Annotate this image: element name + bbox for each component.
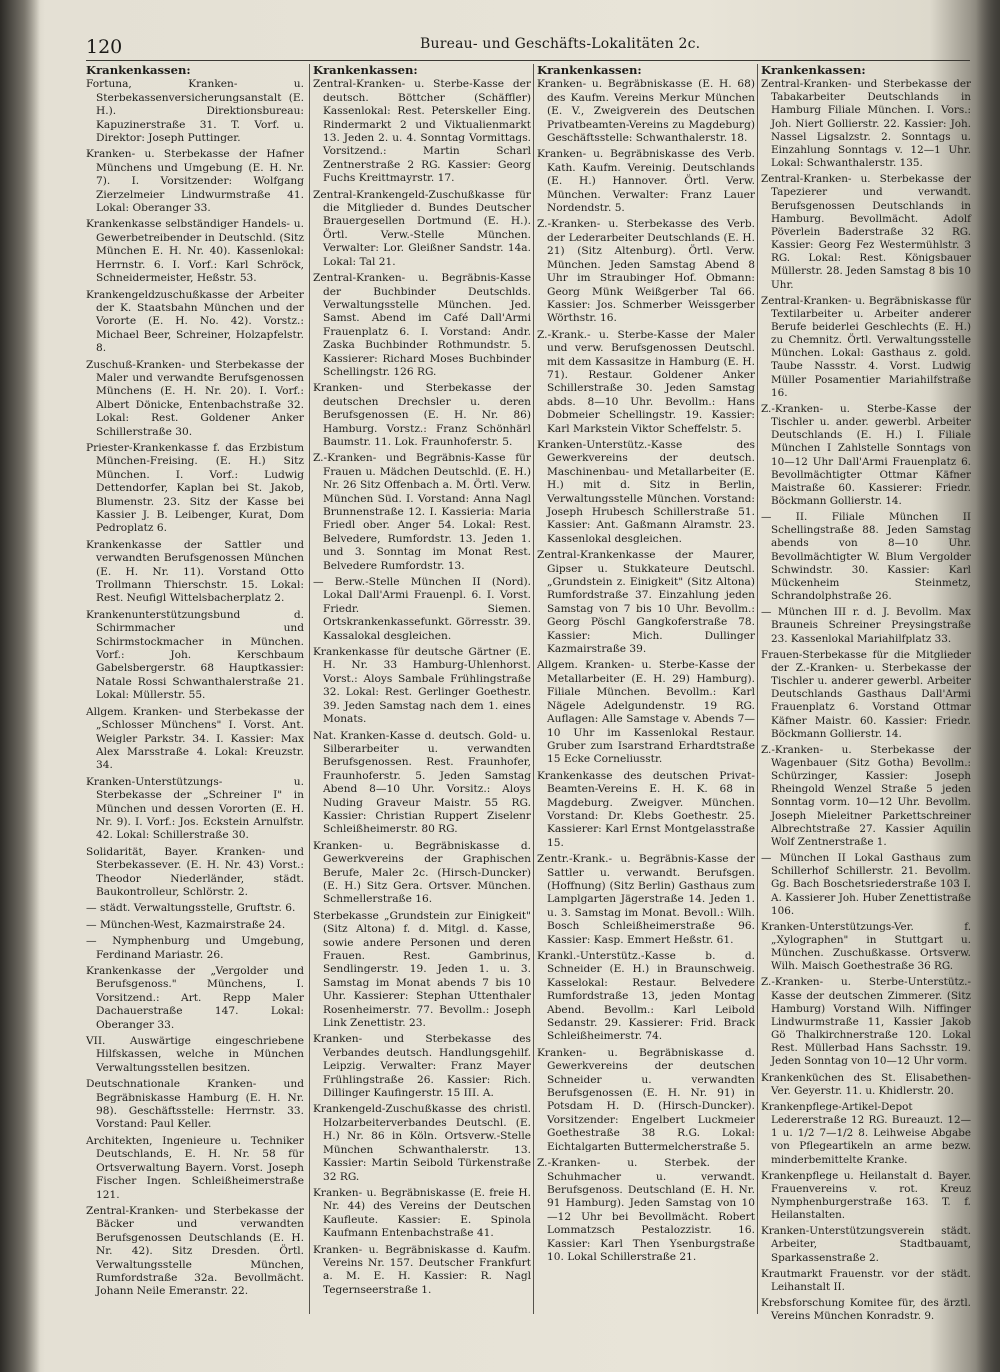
directory-entry: Krankenkasse des deutschen Privat-Beamten-Vereins E. H. K. 68 in Magdeburg. Zweigver. München. Vorstand: Dr. Klebs Goethestr. 25. Kassierer: Karl Ernst Montgelasstraße 15. bbox=[537, 769, 755, 849]
directory-entry: Zentral-Kranken- u. Sterbe-Kasse der deutsch. Böttcher (Schäffler) Kassenlokal: Rest. Peterskeller Eing. Rindermarkt 2 und Viktualienmarkt 13. Jeden 2. u. 4. Sonntag Vormittags. Vorsitzend.: Martin Scharl Zentnerstraße 2 RG. Kassier: Georg Fuchs Kreittmayrstr. 17. bbox=[313, 78, 531, 185]
directory-entry: Zentral-Kranken- und Sterbekasse der Bäcker und verwandten Berufsgenossen Deutschlands (E. H. Nr. 42). Sitz Dresden. Örtl. Verwaltungsstelle München, Rumfordstraße 32a. Bevollmächt. Johann Neile Emeranstr. 22. bbox=[86, 1204, 304, 1298]
directory-entry: Deutschnationale Kranken- und Begräbniskasse Hamburg (E. H. Nr. 98). Geschäftsstelle: Herrnstr. 33. Vorstand: Paul Keller. bbox=[86, 1078, 304, 1131]
text-column-1 bbox=[86, 64, 304, 1302]
directory-entry: Krankenkasse der Sattler und verwandten Berufsgenossen München (E. H. Nr. 11). Vorstand Otto Trollmann Thierschstr. 15. Lokal: Rest. Neufigl Wittelsbacherplatz 2. bbox=[86, 538, 304, 605]
directory-entry: Krebsforschung Komitee für, des ärztl. Vereins München Konradstr. 9. bbox=[761, 1297, 971, 1323]
header-rule bbox=[86, 60, 970, 61]
directory-entry: Krankenkasse selbständiger Handels- u. Gewerbetreibender in Deutschld. (Sitz München E. H. Nr. 40). Kassenlokal: Herrnstr. 6. I. Vorf.: Karl Schröck, Schneidermeister, Heßstr. 53. bbox=[86, 218, 304, 285]
column-divider bbox=[757, 64, 758, 1314]
directory-entry: Kranken-Unterstützungs- u. Sterbekasse der „Schreiner I" in München und dessen Vororten (E. H. Nr. 9). I. Vorf.: Jos. Eckstein Arnulfstr. 42. Lokal: Schillerstraße 30. bbox=[86, 775, 304, 842]
directory-entry: Krankengeldzuschußkasse der Arbeiter der K. Staatsbahn München und der Vororte (E. H. No. 42). Vorstz.: Michael Beer, Schreiner, Holzapfelstr. 8. bbox=[86, 288, 304, 355]
directory-entry: — München II Lokal Gasthaus zum Schillerhof Schillerstr. 21. Bevollm. Gg. Bach Boschetsriederstraße 103 I. A. Kassierer Joh. Huber Zenettistraße 106. bbox=[761, 852, 971, 917]
directory-entry: Kranken-Unterstützungs-Ver. f. „Xylographen" in Stuttgart u. München. Zuschußkasse. Ortsverw. Wilh. Maisch Goethestraße 36 RG. bbox=[761, 920, 971, 973]
directory-entry: Krankl.-Unterstütz.-Kasse b. d. Schneider (E. H.) in Braunschweig. Kasselokal: Restaur. Belvedere Rumfordstraße 13, jeden Montag Abend. Bevollm.: Karl Leibold Sedanstr. 29. Kassierer: Frid. Brack Schleißheimerstr. 74. bbox=[537, 950, 755, 1043]
directory-entry: Krankenküchen des St. Elisabethen-Ver. Geyerstr. 11. u. Khidlerstr. 20. bbox=[761, 1071, 971, 1097]
directory-entry: Solidarität, Bayer. Kranken- und Sterbekassever. (E. H. Nr. 43) Vorst.: Theodor Niederländer, städt. Baukontrolleur, Schlörstr. 2. bbox=[86, 845, 304, 898]
page-edge-shadow bbox=[976, 0, 1000, 1372]
page-gutter-shadow bbox=[0, 0, 40, 1372]
text-column-3 bbox=[537, 64, 755, 1267]
directory-entry: Kranken- u. Begräbniskasse d. Gewerkvereins der deutschen Schneider u. verwandten Berufsgenossen (E. H. Nr. 91) in Potsdam H. D. (Hirsch-Duncker). Vorsitzender: Engelbert Luckmeier Goethestraße 38 R.G. Lokal: Eichtalgarten Buttermelcherstraße 5. bbox=[537, 1046, 755, 1153]
directory-entry: VII. Auswärtige eingeschriebene Hilfskassen, welche in München Verwaltungsstellen besitzen. bbox=[86, 1035, 304, 1074]
directory-entry: Z.-Krank.- u. Sterbe-Kasse der Maler und verw. Berufsgenossen Deutschl. mit dem Kassasitze in Hamburg (E. H. 71). Restaur. Goldener Anker Schillerstraße 30. Jeden Samstag abds. 8—10 Uhr. Bevollm.: Hans Dobmeier Schellingstr. 19. Kassier: Karl Markstein Viktor Scheffelstr. 5. bbox=[537, 328, 755, 435]
page-number: 120 bbox=[86, 36, 123, 58]
directory-entry: Architekten, Ingenieure u. Techniker Deutschlands, E. H. Nr. 58 für Ortsverwaltung Bayern. Vorst. Joseph Fischer Ingen. Schleißheimerstraße 121. bbox=[86, 1134, 304, 1201]
directory-entry: Kranken- und Sterbekasse des Verbandes deutsch. Handlungsgehilf. Leipzig. Verwalter: Franz Mayer Frühlingstraße 26. Kassier: Rich. Dillinger Kaufingerstr. 15 III. A. bbox=[313, 1033, 531, 1100]
directory-entry: Nat. Kranken-Kasse d. deutsch. Gold- u. Silberarbeiter u. verwandten Berufsgenossen. Rest. Fraunhofer, Fraunhoferstr. 5. Jeden Samstag Abend 8—10 Uhr. Vorsitz.: Aloys Nuding Graveur Maistr. 55 RG. Kassier: Christian Ruppert Ziselenr Schleißheimerstr. 80 RG. bbox=[313, 729, 531, 836]
directory-entry: Zentral-Kranken- u. Begräbnis-Kasse der Buchbinder Deutschlds. Verwaltungsstelle München. Jed. Samst. Abend im Café Dall'Armi Frauenplatz 6. I. Vorstand: Andr. Zaska Buchbinder Rothmundstr. 5. Kassierer: Richard Moses Buchbinder Schellingstr. 126 RG. bbox=[313, 272, 531, 378]
directory-entry: Z.-Kranken- u. Sterbekasse der Wagenbauer (Sitz Gotha) Bevollm.: Schürzinger, Kassier: Joseph Rheingold Wenzel Straße 5 jeden Sonntag vorm. 10—12 Uhr. Bevollm. Joseph Mieleitner Parkettschreiner Albrechtstraße 27. Kassier Aquilin Wolf Zentnerstraße 1. bbox=[761, 743, 971, 848]
directory-entry: — München III r. d. J. Bevollm. Max Brauneis Schreiner Preysingstraße 23. Kassenlokal Mariahilfplatz 33. bbox=[761, 606, 971, 645]
directory-entry: Zuschuß-Kranken- und Sterbekasse der Maler und verwandte Berufsgenossen Münchens (E. H. Nr. 20). I. Vorf.: Albert Dönicke, Entenbachstraße 32. Lokal: Rest. Goldener Anker Schillerstraße 30. bbox=[86, 358, 304, 438]
text-column-2 bbox=[313, 64, 531, 1300]
directory-entry: Z.-Kranken- und Begräbnis-Kasse für Frauen u. Mädchen Deutschld. (E. H.) Nr. 26 Sitz Offenbach a. M. Örtl. Verw. München Süd. I. Vorstand: Anna Nagl Brunnenstraße 12. I. Kassieria: Maria Friedl ober. Anger 54. Lokal: Rest. Belvedere, Rumfordstr. 13. Jeden 1. und 3. Sonntag im Monat Rest. Belvedere Rumfordstr. 13. bbox=[313, 452, 531, 572]
directory-entry: Kranken- u. Begräbniskasse des Verb. Kath. Kaufm. Vereinig. Deutschlands (E. H.) Hannover. Örtl. Verw. München. Verwalter: Franz Lauer Nordendstr. 5. bbox=[537, 148, 755, 215]
directory-entry: Kranken- und Sterbekasse der deutschen Drechsler u. deren Berufsgenossen (E. H. Nr. 86) Hamburg. Vorstz.: Franz Schönhärl Baumstr. 11. Lok. Fraunhoferstr. 5. bbox=[313, 382, 531, 448]
directory-entry: Zentral-Krankengeld-Zuschußkasse für die Mitglieder d. Bundes Deutscher Brauergesellen Dortmund (E. H.). Örtl. Verw.-Stelle München. Verwalter: Lor. Gleißner Sandstr. 14a. Lokal: Tal 21. bbox=[313, 188, 531, 268]
directory-entry: Zentr.-Krank.- u. Begräbnis-Kasse der Sattler u. verwandt. Berufsgen. (Hoffnung) (Sitz Berlin) Gasthaus zum Lamplgarten Jägerstraße 14. Jeden 1. u. 3. Samstag im Monat. Bevoll.: Wilh. Bosch Schleißheimerstraße 96. Kassier: Kasp. Emmert Heßstr. 61. bbox=[537, 853, 755, 946]
directory-entry: Zentral-Krankenkasse der Maurer, Gipser u. Stukkateure Deutschl. „Grundstein z. Einigkeit" (Sitz Altona) Rumfordstraße 37. Einzahlung jeden Samstag von 7 bis 10 Uhr. Bevollm.: Georg Pöschl Gangkoferstraße 78. Kassier: Mich. Dullinger Kazmairstraße 39. bbox=[537, 549, 755, 656]
directory-entry: Kranken- u. Begräbniskasse (E. H. 68) des Kaufm. Vereins Merkur München (E. V., Zweigverein des Deutschen Privatbeamten-Vereins zu Magdeburg) Geschäftsstelle: Schwanthalerstr. 18. bbox=[537, 78, 755, 145]
directory-entry: — städt. Verwaltungsstelle, Gruftstr. 6. bbox=[86, 902, 296, 915]
directory-entry: Priester-Krankenkasse f. das Erzbistum München-Freising. (E. H.) Sitz München. I. Vorf.: Ludwig Dettendorfer, Kaplan bei St. Jakob, Blumenstr. 23. Sitz der Kasse bei Kassier J. B. Leibenger, Kurat, Dom Pedroplatz 6. bbox=[86, 441, 304, 535]
directory-entry: Fortuna, Kranken- u. Sterbekassenversicherungsanstalt (E. H.). Direktionsbureau: Kapuzinerstraße 31. T. Vorf. u. Direktor: Joseph Puttinger. bbox=[86, 78, 304, 145]
directory-entry: — Berw.-Stelle München II (Nord). Lokal Dall'Armi Frauenpl. 6. I. Vorst. Friedr. Siemen. Ortskrankenkassefunkt. Görresstr. 39. Kassalokal desgleichen. bbox=[313, 576, 531, 642]
running-title: Bureau- und Geschäfts-Lokalitäten 2c. bbox=[420, 36, 701, 52]
column-divider bbox=[309, 64, 310, 1314]
directory-entry: Sterbekasse „Grundstein zur Einigkeit" (Sitz Altona) f. d. Mitgl. d. Kasse, sowie andere Personen und deren Frauen. Rest. Gambrinus, Sendlingerstr. 19. Jeden 1. u. 3. Samstag im Monat abends 7 bis 10 Uhr. Kassierer: Stephan Uttenthaler Rosenheimerstr. 77. Bevollm.: Joseph Link Zenettistr. 23. bbox=[313, 909, 531, 1030]
directory-entry: Krautmarkt Frauenstr. vor der städt. Leihanstalt II. bbox=[761, 1267, 971, 1293]
column-heading: Krankenkassen: bbox=[537, 63, 642, 77]
directory-entry: — Nymphenburg und Umgebung, Ferdinand Mariastr. 26. bbox=[86, 935, 304, 961]
directory-entry: Kranken- u. Begräbniskasse d. Gewerkvereins der Graphischen Berufe, Maler 2c. (Hirsch-Duncker) (E. H.) Sitz Gera. Ortsver. München. Schmellerstraße 16. bbox=[313, 839, 531, 906]
directory-entry: Kranken- u. Begräbniskasse (E. freie H. Nr. 44) des Vereins der Deutschen Kaufleute. Kassier: E. Spinola Kaufmann Entenbachstraße 41. bbox=[313, 1186, 531, 1240]
directory-entry: Kranken- u. Sterbekasse der Hafner Münchens und Umgebung (E. H. Nr. 7). I. Vorsitzender: Wolfgang Zierzelmeier Lindwurmstraße 41. Lokal: Oberanger 33. bbox=[86, 148, 304, 215]
directory-entry: Z.-Kranken- u. Sterbek. der Schuhmacher u. verwandt. Berufsgenoss. Deutschland (E. H. Nr. 91 Hamburg). Jeden Samstag von 10—12 Uhr bei Bevollmächt. Robert Lommatzsch Pestalozzistr. 16. Kassier: Karl Then Ysenburgstraße 10. Lokal Schillerstraße 21. bbox=[537, 1157, 755, 1263]
directory-entry: Allgem. Kranken- u. Sterbe-Kasse der Metallarbeiter (E. H. 29) Hamburg). Filiale München. Bevollm.: Karl Nägele Adelgundenstr. 19 RG. Auflagen: Alle Samstage v. Abends 7—10 Uhr im Kassenlokal Restaur. Gruber zum Isarstrand Erhardtstraße 15 Ecke Corneliusstr. bbox=[537, 659, 755, 766]
directory-entry: Kranken-Unterstützungsverein städt. Arbeiter, Stadtbauamt, Sparkassenstraße 2. bbox=[761, 1225, 971, 1264]
directory-entry: Kranken- u. Begräbniskasse d. Kaufm. Vereins Nr. 157. Deutscher Frankfurt a. M. E. H. Kassier: R. Nagl Tegernseerstraße 1. bbox=[313, 1243, 531, 1296]
directory-entry: Krankenpflege-Artikel-Depot Ledererstraße 12 RG. Bureauzt. 12—1 u. 1/2 7—1/2 8. Leihweise Abgabe von Pflegeartikeln an arme bezw. minderbemittelte Kranke. bbox=[761, 1100, 971, 1166]
directory-entry: Krankenpflege u. Heilanstalt d. Bayer. Frauenvereins v. rot. Kreuz Nymphenburgerstraße 163. T. f. Heilanstalten. bbox=[761, 1169, 971, 1222]
directory-entry: Allgem. Kranken- und Sterbekasse der „Schlosser Münchens" I. Vorst. Ant. Weigler Parkstr. 34. I. Kassier: Max Alex Marsstraße 4. Lokal: Kreuzstr. 34. bbox=[86, 705, 304, 772]
column-heading: Krankenkassen: bbox=[313, 63, 418, 77]
directory-entry: — II. Filiale München II Schellingstraße 88. Jeden Samstag abends von 8—10 Uhr. Bevollmächtigter W. Blum Vergolder Schwindstr. 30. Kassier: Karl Mückenheim Steinmetz, Schrandolphstraße 26. bbox=[761, 511, 971, 603]
column-heading: Krankenkassen: bbox=[86, 63, 191, 77]
text-column-4 bbox=[761, 64, 971, 1326]
directory-entry: Krankenkasse der „Vergolder und Berufsgenoss." Münchens, I. Vorsitzend.: Art. Repp Maler Dachauerstraße 147. Lokal: Oberanger 33. bbox=[86, 965, 304, 1031]
directory-entry: Z.-Kranken- u. Sterbe-Kasse der Tischler u. ander. gewerbl. Arbeiter Deutschlands (E. H.) I. Filiale München I Zahlstelle Sonntags von 10—12 Uhr Dall'Armi Frauenplatz 6. Bevollmächtigter Ottmar Käfner Maistraße 60. Kassierer: Friedr. Böckmann Gollierstr. 14. bbox=[761, 402, 971, 507]
directory-entry: Krankenkasse für deutsche Gärtner (E. H. Nr. 33 Hamburg-Uhlenhorst. Vorst.: Aloys Sambale Frühlingstraße 32. Lokal: Rest. Gerlinger Goethestr. 39. Jeden Samstag nach dem 1. eines Monats. bbox=[313, 646, 531, 726]
directory-entry: Zentral-Kranken- u. Sterbekasse der Tapezierer und verwandt. Berufsgenossen Deutschlands in Hamburg. Bevollmächt. Adolf Pöverlein Baderstraße 32 RG. Kassier: Georg Fez Westermühlstr. 3 RG. Lokal: Rest. Königsbauer Müllerstr. 28. Jeden Samstag 8 bis 10 Uhr. bbox=[761, 173, 971, 291]
directory-entry: Kranken-Unterstütz.-Kasse des Gewerkvereins der deutsch. Maschinenbau- und Metallarbeiter (E. H.) mit d. Sitz in Berlin, Verwaltungsstelle München. Vorstand: Joseph Hrubesch Schillerstraße 51. Kassier: Ant. Gaßmann Alramstr. 23. Kassenlokal desgleichen. bbox=[537, 438, 755, 545]
directory-entry: Krankenunterstützungsbund d. Schirmmacher und Schirmstockmacher in München. Vorf.: Joh. Kerschbaum Gabelsbergerstr. 68 Hauptkassier: Natale Rossi Schwanthalerstraße 21. Lokal: Müllerstr. 55. bbox=[86, 608, 304, 702]
directory-entry: Zentral-Kranken- und Sterbekasse der Tabakarbeiter Deutschlands in Hamburg Filiale München. I. Vors.: Joh. Niert Gollierstr. 22. Kassier: Joh. Nassel Ligsalzstr. 2. Sonntags u. Einzahlung Sonntags v. 12—1 Uhr. Lokal: Schwanthalerstr. 135. bbox=[761, 78, 971, 170]
directory-entry: — München-West, Kazmairstraße 24. bbox=[86, 918, 286, 931]
directory-entry: Krankengeld-Zuschußkasse des christl. Holzarbeiterverbandes Deutschl. (E. H.) Nr. 86 in Köln. Ortsverw.-Stelle München Schwanthalerstr. 13. Kassier: Martin Seibold Türkenstraße 32 RG. bbox=[313, 1103, 531, 1183]
column-heading: Krankenkassen: bbox=[761, 63, 866, 77]
directory-entry: Z.-Kranken- u. Sterbekasse des Verb. der Lederarbeiter Deutschlands (E. H. 21) (Sitz Altenburg). Örtl. Verw. München. Jeden Samstag Abend 8 Uhr im Straubinger Hof. Obmann: Georg Münk Weißgerber Tal 66. Kassier: Jos. Schmerber Weissgerber Wörthstr. 16. bbox=[537, 218, 755, 325]
directory-entry: Zentral-Kranken- u. Begräbniskasse für Textilarbeiter u. Arbeiter anderer Berufe beiderlei Geschlechts (E. H.) zu Chemnitz. Örtl. Verwaltungsstelle München. Lokal: Gasthaus z. gold. Taube Nassstr. 4. Vorst. Ludwig Müller Posamentier Mariahilfstraße 16. bbox=[761, 294, 971, 399]
directory-entry: Z.-Kranken- u. Sterbe-Unterstütz.-Kasse der deutschen Zimmerer. (Sitz Hamburg) Vorstand Wilh. Niffinger Lindwurmstraße 11, Kassier Jakob Gö Thalkirchnerstraße 120. Lokal Rest. Müllerbad Hans Sachsstr. 19. Jeden Sonntag von 10—12 Uhr vorm. bbox=[761, 976, 971, 1068]
directory-entry: Frauen-Sterbekasse für die Mitglieder der Z.-Kranken- u. Sterbekasse der Tischler u. anderer gewerbl. Arbeiter Deutschlands Gasthaus Dall'Armi Frauenplatz 6. Vorstand Ottmar Käfner Maistr. 60. Kassier: Friedr. Böckmann Gollierstr. 14. bbox=[761, 648, 971, 740]
column-divider bbox=[533, 64, 534, 1314]
